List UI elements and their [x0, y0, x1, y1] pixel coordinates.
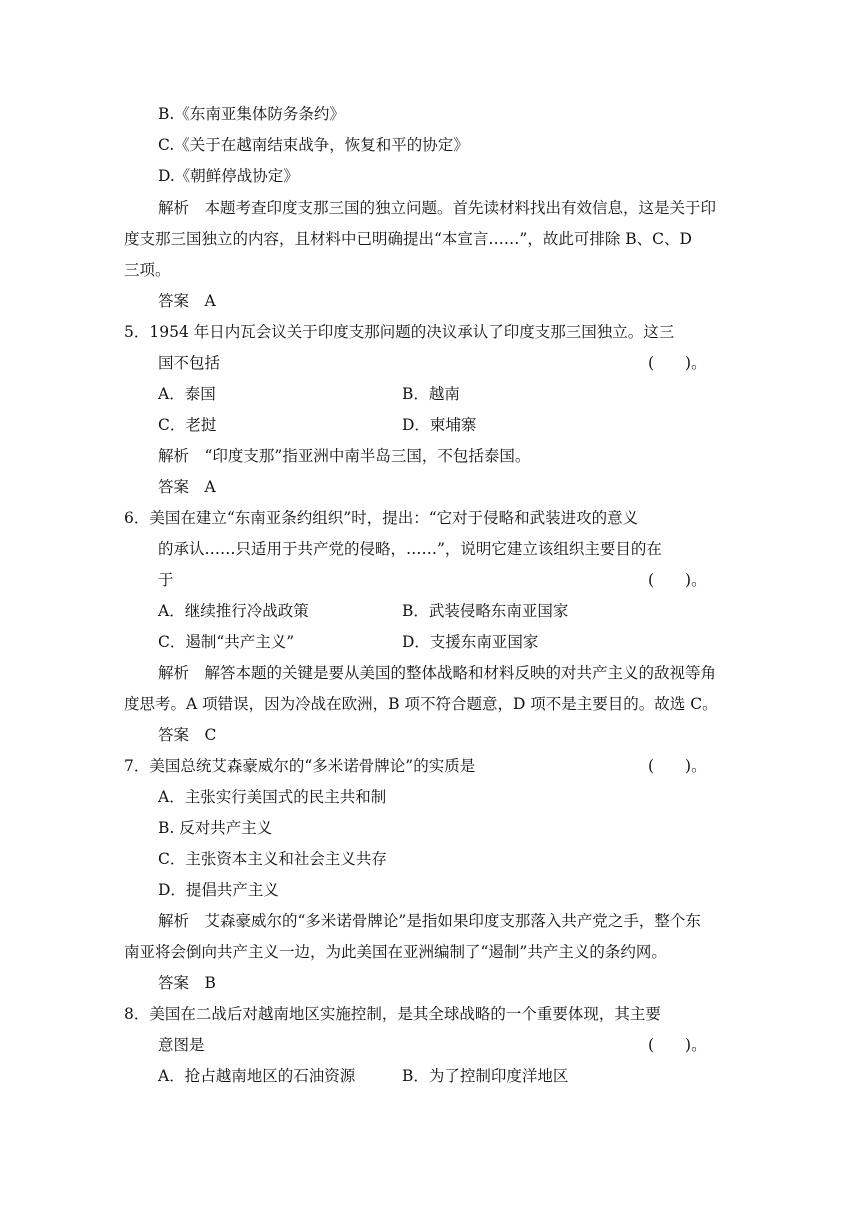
- q8-option-b: B．为了控制印度洋地区: [402, 1067, 569, 1085]
- q6-analysis-line-1: 解析 解答本题的关键是要从美国的整体战略和材料反映的对共产主义的敌视等角: [158, 664, 717, 682]
- q5-analysis: 解析 “印度支那”指亚洲中南半岛三国，不包括泰国。: [158, 447, 531, 465]
- q8-stem-line-1: 8．美国在二战后对越南地区实施控制，是其全球战略的一个重要体现，其主要: [124, 1005, 661, 1023]
- q6-stem-line-2: 的承认……只适用于共产党的侵略，……”，说明它建立该组织主要目的在: [158, 540, 662, 558]
- q8-answer-parentheses: ( )。: [648, 1036, 707, 1054]
- q4-analysis-line-3: 三项。: [124, 261, 171, 279]
- q7-answer-parentheses: ( )。: [648, 757, 707, 775]
- q8-stem-line-2: 意图是: [158, 1036, 205, 1054]
- q7-option-d: D．提倡共产主义: [158, 881, 279, 899]
- q6-option-a: A．继续推行冷战政策: [158, 602, 309, 620]
- q4-option-c: C.《关于在越南结束战争，恢复和平的协定》: [158, 136, 469, 154]
- q5-stem-line-1: 5．1954 年日内瓦会议关于印度支那问题的决议承认了印度支那三国独立。这三: [124, 323, 675, 341]
- q7-analysis-line-1: 解析 艾森豪威尔的“多米诺骨牌论”是指如果印度支那落入共产党之手，整个东: [158, 912, 701, 930]
- q5-answer: 答案 A: [158, 478, 216, 496]
- q5-option-d: D．柬埔寨: [402, 416, 477, 434]
- q6-stem-line-1: 6．美国在建立“东南亚条约组织”时，提出：“它对于侵略和武装进攻的意义: [124, 509, 639, 527]
- q7-analysis-line-2: 南亚将会倒向共产主义一边，为此美国在亚洲编制了“遏制”共产主义的条约网。: [124, 943, 667, 961]
- q4-analysis-line-2: 度支那三国独立的内容，且材料中已明确提出“本宣言……”，故此可排除 B、C、D: [124, 230, 692, 248]
- q5-option-c: C．老挝: [158, 416, 217, 434]
- q6-option-b: B．武装侵略东南亚国家: [402, 602, 569, 620]
- q7-answer: 答案 B: [158, 974, 216, 992]
- q7-stem-line-1: 7．美国总统艾森豪威尔的“多米诺骨牌论”的实质是: [124, 757, 476, 775]
- q7-option-a: A．主张实行美国式的民主共和制: [158, 788, 387, 806]
- q4-answer: 答案 A: [158, 292, 216, 310]
- q4-option-d: D.《朝鲜停战协定》: [158, 167, 299, 185]
- q6-analysis-line-2: 度思考。A 项错误，因为冷战在欧洲，B 项不符合题意，D 项不是主要目的。故选 C。: [124, 695, 718, 713]
- q5-option-b: B．越南: [402, 385, 460, 403]
- q5-stem-line-2: 国不包括: [158, 354, 221, 372]
- q8-option-a: A．抢占越南地区的石油资源: [158, 1067, 356, 1085]
- q5-answer-parentheses: ( )。: [648, 354, 707, 372]
- q6-stem-line-3: 于: [158, 571, 174, 589]
- q7-option-c: C．主张资本主义和社会主义共存: [158, 850, 387, 868]
- q4-option-b: B.《东南亚集体防务条约》: [158, 105, 345, 123]
- q4-analysis-line-1: 解析 本题考查印度支那三国的独立问题。首先读材料找出有效信息，这是关于印: [158, 199, 717, 217]
- q6-option-c: C．遏制“共产主义”: [158, 633, 295, 651]
- q5-option-a: A．泰国: [158, 385, 216, 403]
- q6-answer-parentheses: ( )。: [648, 571, 707, 589]
- q7-option-b: B. 反对共产主义: [158, 819, 273, 837]
- q6-option-d: D．支援东南亚国家: [402, 633, 539, 651]
- q6-answer: 答案 C: [158, 726, 217, 744]
